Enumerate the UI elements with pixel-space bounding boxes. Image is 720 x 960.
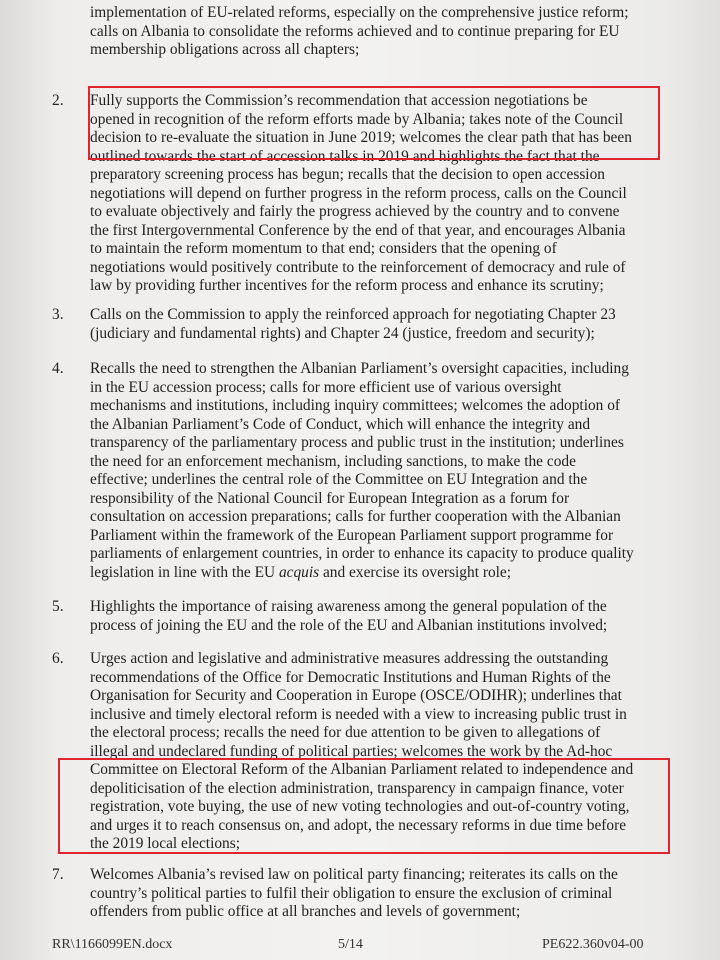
highlight-box: [58, 758, 670, 854]
text-line: parliaments of enlargement countries, in order to enhance its capacity to produce quality: [90, 545, 634, 562]
highlight-box: [88, 86, 660, 160]
text-line: the Albanian Parliament’s Code of Conduct, which will enhance the integrity and: [90, 415, 591, 433]
paragraph-number: 6.: [52, 650, 64, 667]
text-line: (judiciary and fundamental rights) and Chapter 24 (justice, freedom and security);: [90, 324, 595, 342]
text-line: law by providing further incentives for the reform process and enhance its scrutiny;: [90, 277, 604, 294]
text-line: registration, vote buying, the use of new voting technologies and out-of-country voting,: [90, 798, 630, 815]
footer-filename: RR\1166099EN.docx: [52, 937, 173, 952]
text-line: mechanisms and institutions, including inquiry committees; welcomes the adoption of: [90, 397, 621, 414]
text-line: transparency of the parliamentary process and public trust in the institution; underlines: [90, 434, 624, 451]
text-line: to maintain the reform momentum to that end; considers that the opening of: [90, 240, 557, 257]
text-line: offenders from public office at all branches and levels of government;: [90, 903, 521, 920]
footer-document-id: PE622.360v04-00: [542, 937, 644, 952]
paragraph-3: [90, 306, 660, 343]
text-line: Urges action and legislative and administrative measures addressing the outstanding: [90, 650, 609, 667]
text-line: Committee on Electoral Reform of the Albanian Parliament related to independence and: [90, 761, 634, 778]
text-line: negotiations would positively contribute to the reinforcement of democracy and rule of: [90, 258, 626, 276]
text-segment: legislation in line with the EU: [90, 563, 279, 581]
text-line: country’s political parties to fulfil their obligation to ensure the exclusion of criminal: [90, 884, 613, 902]
text-line: Welcomes Albania’s revised law on political party financing; reiterates its calls on the: [90, 866, 618, 883]
footer-page-number: 5/14: [338, 937, 363, 952]
text-line: Organisation for Security and Cooperation in Europe (OSCE/ODIHR); underlines that: [90, 687, 622, 704]
text-line: process of joining the EU and the role of the EU and Albanian institutions involved;: [90, 616, 608, 634]
paragraph-number: 5.: [52, 598, 64, 615]
text-line: Recalls the need to strengthen the Albanian Parliament’s oversight capacities, including: [90, 360, 629, 377]
text-line: membership obligations across all chapters;: [90, 41, 360, 58]
text-line: implementation of EU-related reforms, especially on the comprehensive justice reform;: [90, 4, 629, 21]
text-line: and urges it to reach consensus on, and adopt, the necessary reforms in due time before: [90, 816, 627, 834]
italic-term: acquis: [278, 563, 320, 581]
text-line: in the EU accession process; calls for more efficient use of various oversight: [90, 378, 562, 396]
intro-paragraph: [90, 4, 660, 60]
text-line: inclusive and timely electoral reform is needed with a view to increasing public trust in: [90, 705, 627, 723]
text-line: calls on Albania to consolidate the reforms achieved and to continue preparing for EU: [90, 22, 620, 40]
paragraph-number: 7.: [52, 866, 64, 883]
text-line: Parliament within the framework of the European Parliament support programme for: [90, 526, 614, 544]
text-line: Fully supports the Commission’s recommendation that accession negotiations be: [90, 92, 588, 109]
text-line: decision to re-evaluate the situation in June 2019; welcomes the clear path that has been: [90, 129, 632, 146]
text-line: the 2019 local elections;: [90, 835, 241, 852]
text-line: Calls on the Commission to apply the reinforced approach for negotiating Chapter 23: [90, 306, 616, 323]
text-line: opened in recognition of the reform efforts made by Albania; takes note of the Council: [90, 110, 624, 128]
text-line: preparatory screening process has begun; recalls that the decision to open accession: [90, 166, 605, 183]
text-line: consultation on accession preparations; calls for further cooperation with the Albanian: [90, 508, 621, 525]
text-line: Highlights the importance of raising awareness among the general population of the: [90, 598, 607, 615]
paragraph-number: 2.: [52, 92, 64, 109]
text-line: [90, 564, 660, 583]
text-line: depoliticisation of the election administration, transparency in campaign finance, voter: [90, 779, 624, 797]
text-line: the need for an enforcement mechanism, including sanctions, to make the code: [90, 452, 576, 470]
text-line: the first Intergovernmental Conference by the end of that year, and encourages Albania: [90, 221, 626, 239]
text-line: illegal and undeclared funding of political parties; welcomes the work by the Ad-hoc: [90, 742, 613, 760]
paragraph-number: 4.: [52, 360, 64, 377]
paragraph-number: 3.: [52, 306, 64, 323]
text-segment: and exercise its oversight role;: [319, 563, 512, 581]
paragraph-4: [90, 360, 660, 582]
text-line: recommendations of the Office for Democratic Institutions and Human Rights of the: [90, 668, 611, 686]
text-line: effective; underlines the central role of the Committee on EU Integration and the: [90, 471, 588, 488]
text-line: responsibility of the National Council for European Integration as a forum for: [90, 489, 570, 507]
paragraph-7: [90, 866, 660, 922]
text-line: the electoral process; recalls the need for due attention to be given to allegations of: [90, 724, 601, 741]
text-line: outlined towards the start of accession talks in 2019 and highlights the fact that the: [90, 147, 600, 165]
text-line: negotiations will depend on further progress in the reform process, calls on the Council: [90, 184, 627, 202]
paragraph-5: [90, 598, 660, 635]
text-line: to evaluate objectively and fairly the progress achieved by the country and to convene: [90, 203, 620, 220]
